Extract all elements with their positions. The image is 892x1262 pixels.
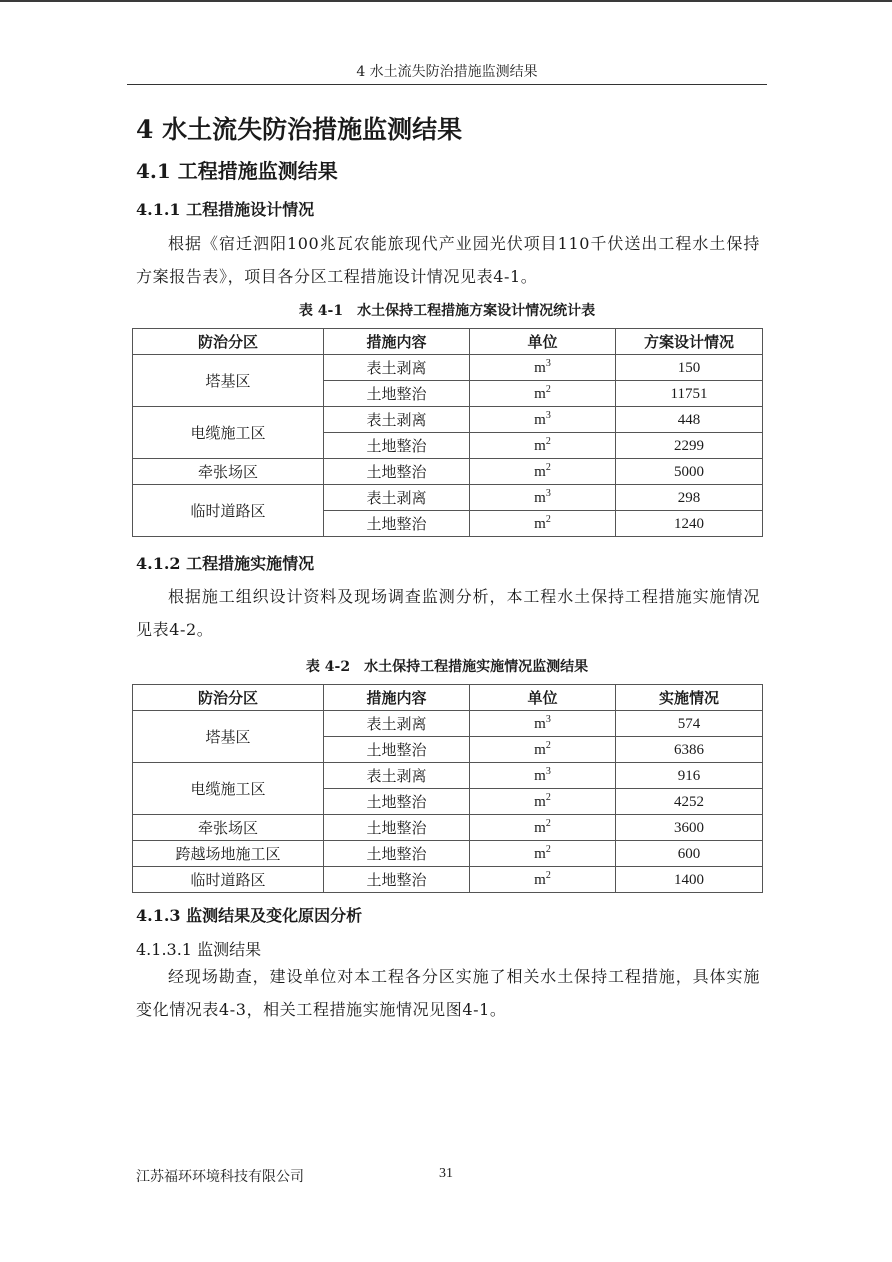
col-header-unit: 单位: [470, 329, 616, 355]
unit-cell: [470, 511, 616, 537]
unit-exponent: 2: [545, 739, 551, 751]
zone-cell: 临时道路区: [133, 485, 324, 537]
unit-base: m: [534, 437, 546, 454]
zone-cell: 电缆施工区: [133, 407, 324, 459]
table-row: [133, 815, 763, 841]
implementation-table-body: [133, 711, 763, 893]
measure-cell: 土地整治: [324, 815, 470, 841]
measure-cell: 土地整治: [324, 433, 470, 459]
unit-base: m: [534, 871, 546, 888]
unit-cell: [470, 433, 616, 459]
measure-cell: 表土剥离: [324, 485, 470, 511]
value-cell: 600: [616, 841, 763, 867]
value-cell: 6386: [616, 737, 763, 763]
unit-base: m: [534, 385, 546, 402]
footer-company: 江苏福环环境科技有限公司: [136, 1169, 304, 1185]
measure-cell: 土地整治: [324, 841, 470, 867]
unit-base: m: [534, 767, 546, 784]
zone-cell: 牵张场区: [133, 459, 324, 485]
table-caption-4-1: 表 4-1 水土保持工程措施方案设计情况统计表: [298, 303, 596, 319]
unit-base: m: [534, 359, 546, 376]
unit-base: m: [534, 515, 546, 532]
table-header-row: [133, 685, 763, 711]
table-row: [133, 459, 763, 485]
table-row: [133, 407, 763, 433]
col-header-zone: 防治分区: [133, 329, 324, 355]
zone-cell: 塔基区: [133, 711, 324, 763]
unit-exponent: 3: [545, 765, 551, 777]
unit-exponent: 2: [545, 513, 551, 525]
unit-base: m: [534, 741, 546, 758]
col-header-measure: 措施内容: [324, 685, 470, 711]
value-cell: 1240: [616, 511, 763, 537]
table-row: [133, 355, 763, 381]
unit-exponent: 3: [545, 357, 551, 369]
subsection-title-implementation: 4.1.2 工程措施实施情况: [136, 554, 315, 573]
unit-exponent: 2: [545, 461, 551, 473]
measure-cell: 土地整治: [324, 511, 470, 537]
col-header-value: 方案设计情况: [616, 329, 763, 355]
unit-base: m: [534, 715, 546, 732]
unit-cell: [470, 485, 616, 511]
measure-cell: 土地整治: [324, 381, 470, 407]
unit-cell: [470, 763, 616, 789]
table-header-row: [133, 329, 763, 355]
unit-base: m: [534, 489, 546, 506]
subsection-title-analysis: 4.1.3 监测结果及变化原因分析: [136, 906, 363, 925]
chapter-title: 4 水土流失防治措施监测结果: [136, 115, 463, 144]
subsubsection-title-results: 4.1.3.1 监测结果: [136, 940, 262, 959]
unit-base: m: [534, 463, 546, 480]
value-cell: 4252: [616, 789, 763, 815]
unit-exponent: 3: [545, 713, 551, 725]
paragraph-implementation: 根据施工组织设计资料及现场调查监测分析，本工程水土保持工程措施实施情况见表4-2。: [136, 587, 760, 639]
table-row: [133, 485, 763, 511]
table-row: [133, 867, 763, 893]
value-cell: 448: [616, 407, 763, 433]
value-cell: 574: [616, 711, 763, 737]
unit-base: m: [534, 411, 546, 428]
zone-cell: 跨越场地施工区: [133, 841, 324, 867]
unit-exponent: 2: [545, 869, 551, 881]
measure-cell: 表土剥离: [324, 407, 470, 433]
measure-cell: 表土剥离: [324, 355, 470, 381]
unit-cell: [470, 459, 616, 485]
unit-exponent: 2: [545, 383, 551, 395]
col-header-value: 实施情况: [616, 685, 763, 711]
table-row: [133, 763, 763, 789]
col-header-unit: 单位: [470, 685, 616, 711]
value-cell: 1400: [616, 867, 763, 893]
col-header-zone: 防治分区: [133, 685, 324, 711]
unit-exponent: 2: [545, 843, 551, 855]
measure-cell: 表土剥离: [324, 763, 470, 789]
unit-exponent: 2: [545, 791, 551, 803]
table-row: [133, 841, 763, 867]
design-table-body: [133, 355, 763, 537]
section-title: 4.1 工程措施监测结果: [136, 159, 338, 183]
unit-base: m: [534, 819, 546, 836]
implementation-table: [132, 684, 763, 893]
unit-cell: [470, 711, 616, 737]
design-table: [132, 328, 763, 537]
unit-cell: [470, 841, 616, 867]
zone-cell: 牵张场区: [133, 815, 324, 841]
value-cell: 150: [616, 355, 763, 381]
measure-cell: 土地整治: [324, 789, 470, 815]
measure-cell: 土地整治: [324, 867, 470, 893]
zone-cell: 塔基区: [133, 355, 324, 407]
subsection-title-design: 4.1.1 工程措施设计情况: [136, 200, 315, 219]
paragraph-design: 根据《宿迁泗阳100兆瓦农能旅现代产业园光伏项目110千伏送出工程水土保持方案报告表》，项目各分区工程措施设计情况见表4-1。: [136, 234, 760, 286]
unit-exponent: 3: [545, 487, 551, 499]
value-cell: 3600: [616, 815, 763, 841]
unit-cell: [470, 815, 616, 841]
running-header: 4 水土流失防治措施监测结果: [127, 62, 767, 85]
measure-cell: 表土剥离: [324, 711, 470, 737]
unit-base: m: [534, 845, 546, 862]
unit-cell: [470, 381, 616, 407]
table-row: [133, 711, 763, 737]
value-cell: 916: [616, 763, 763, 789]
zone-cell: 电缆施工区: [133, 763, 324, 815]
unit-base: m: [534, 793, 546, 810]
unit-cell: [470, 407, 616, 433]
value-cell: 2299: [616, 433, 763, 459]
zone-cell: 临时道路区: [133, 867, 324, 893]
paragraph-results: 经现场勘查，建设单位对本工程各分区实施了相关水土保持工程措施，具体实施变化情况表4-3，相关工程措施实施情况见图4-1。: [136, 967, 760, 1019]
unit-cell: [470, 355, 616, 381]
value-cell: 11751: [616, 381, 763, 407]
unit-cell: [470, 789, 616, 815]
value-cell: 298: [616, 485, 763, 511]
unit-cell: [470, 867, 616, 893]
top-border-line: [0, 0, 892, 2]
measure-cell: 土地整治: [324, 459, 470, 485]
col-header-measure: 措施内容: [324, 329, 470, 355]
unit-exponent: 2: [545, 817, 551, 829]
value-cell: 5000: [616, 459, 763, 485]
unit-cell: [470, 737, 616, 763]
table-caption-4-2: 表 4-2 水土保持工程措施实施情况监测结果: [305, 659, 589, 675]
measure-cell: 土地整治: [324, 737, 470, 763]
page-number: 31: [439, 1166, 453, 1181]
unit-exponent: 3: [545, 409, 551, 421]
unit-exponent: 2: [545, 435, 551, 447]
